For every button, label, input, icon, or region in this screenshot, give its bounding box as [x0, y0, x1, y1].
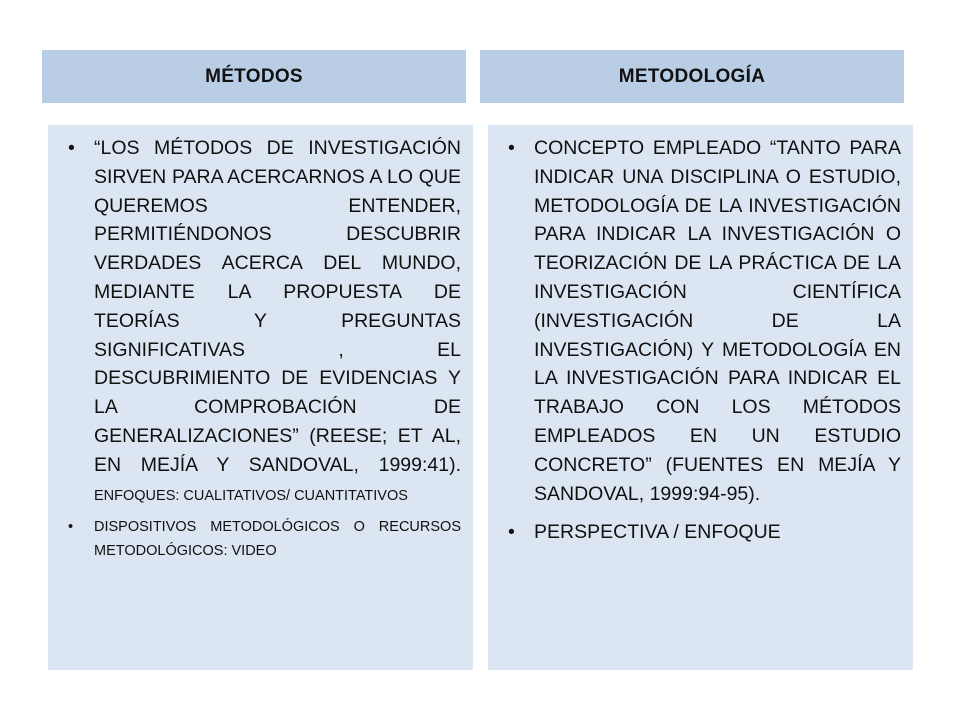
- perspectiva-text: PERSPECTIVA / ENFOQUE: [534, 521, 781, 544]
- metodologia-list: [508, 134, 901, 547]
- bullet-icon: •: [68, 137, 75, 159]
- bullet-icon: •: [508, 521, 515, 544]
- metodos-panel: [48, 125, 473, 670]
- list-item: [508, 518, 901, 547]
- header-metodos: [42, 50, 466, 103]
- metodos-definition-text: “LOS MÉTODOS DE INVESTIGACIÓN SIRVEN PARA ACERCARNOS A LO QUE QUEREMOS ENTENDER, PERMITIÉNDONOS DESCUBRIR VERDADES ACERCA DEL MUNDO, MEDIANTE LA PROPUESTA DE TEORÍAS Y PREGUNTAS SIGNIFICATIVAS , EL DESCUBRIMIENTO DE EVIDENCIAS Y LA COMPROBACIÓN DE GENERALIZACIONES” (REESE; ET AL, EN MEJÍA Y SANDOVAL, 1999:41).: [94, 137, 461, 476]
- header-metodos-label: MÉTODOS: [205, 65, 303, 87]
- header-metodologia-label: METODOLOGÍA: [618, 65, 766, 87]
- metodologia-panel: [488, 125, 913, 670]
- dispositivos-text: DISPOSITIVOS METODOLÓGICOS O RECURSOS METODOLÓGICOS: VIDEO: [94, 519, 461, 559]
- bullet-icon: •: [508, 137, 515, 159]
- metodologia-definition-text: CONCEPTO EMPLEADO “TANTO PARA INDICAR UNA DISCIPLINA O ESTUDIO, METODOLOGÍA DE LA INVESTIGACIÓN PARA INDICAR LA INVESTIGACIÓN O TEORIZACIÓN DE LA PRÁCTICA DE LA INVESTIGACIÓN CIENTÍFICA (INVESTIGACIÓN DE LA INVESTIGACIÓN) Y METODOLOGÍA EN LA INVESTIGACIÓN PARA INDICAR EL TRABAJO CON LOS MÉTODOS EMPLEADOS EN UN ESTUDIO CONCRETO” (FUENTES EN MEJÍA Y SANDOVAL, 1999:94-95).: [534, 137, 901, 505]
- list-item: [508, 134, 901, 508]
- metodos-list: [68, 134, 461, 563]
- bullet-icon: •: [68, 519, 74, 536]
- header-metodologia: [480, 50, 904, 103]
- list-item: [68, 516, 461, 563]
- enfoques-text: ENFOQUES: CUALITATIVOS/ CUANTITATIVOS: [94, 487, 408, 504]
- list-item: [68, 134, 461, 508]
